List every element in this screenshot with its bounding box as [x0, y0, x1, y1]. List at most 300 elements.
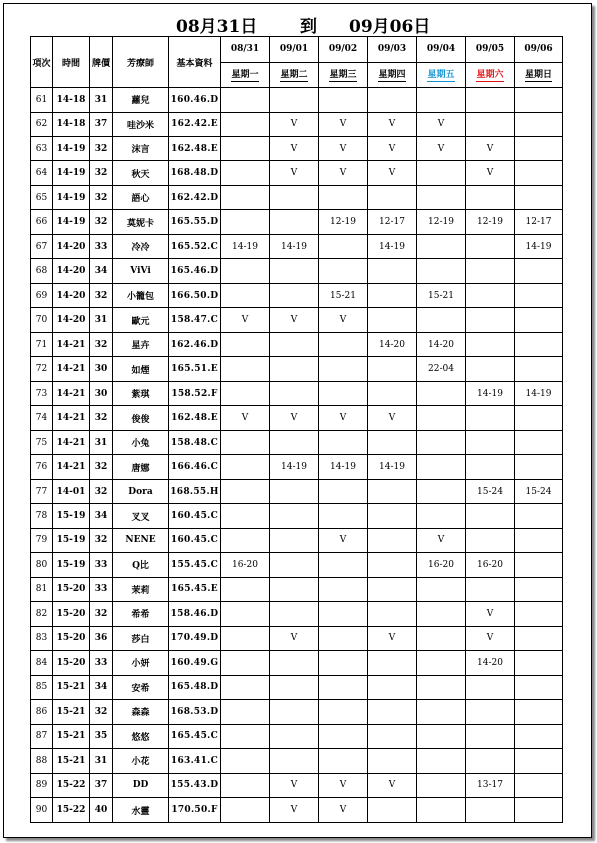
- row-basic-info: 168.53.D: [169, 700, 221, 724]
- row-basic-info: 162.48.E: [169, 137, 221, 161]
- row-price: 30: [90, 357, 113, 381]
- row-therapist-name: 小籠包: [113, 283, 169, 307]
- schedule-cell: [270, 283, 319, 307]
- schedule-cell: [270, 430, 319, 454]
- row-therapist-name: 茉莉: [113, 577, 169, 601]
- row-therapist-name: 唐娜: [113, 455, 169, 479]
- row-therapist-name: 叉叉: [113, 504, 169, 528]
- header-basic-info: 基本資料: [169, 37, 221, 88]
- schedule-cell: [466, 749, 515, 773]
- schedule-cell: V: [368, 161, 417, 185]
- schedule-cell: [270, 479, 319, 503]
- schedule-cell: V: [270, 626, 319, 650]
- schedule-cell: [417, 161, 466, 185]
- schedule-cell: 14-19: [515, 381, 563, 405]
- table-row: [31, 259, 563, 283]
- schedule-cell: [221, 381, 270, 405]
- row-number: 69: [31, 283, 53, 307]
- row-basic-info: 165.52.C: [169, 234, 221, 258]
- row-number: 64: [31, 161, 53, 185]
- schedule-cell: [417, 479, 466, 503]
- schedule-cell: [417, 626, 466, 650]
- row-price: 32: [90, 528, 113, 552]
- row-time: 15-21: [53, 675, 90, 699]
- schedule-cell: [466, 332, 515, 356]
- table-row: [31, 651, 563, 675]
- row-therapist-name: 莫妮卡: [113, 210, 169, 234]
- row-basic-info: 160.45.C: [169, 528, 221, 552]
- schedule-cell: [417, 724, 466, 748]
- row-time: 15-19: [53, 528, 90, 552]
- row-therapist-name: 哇沙米: [113, 112, 169, 136]
- schedule-cell: [417, 675, 466, 699]
- schedule-cell: 12-19: [319, 210, 368, 234]
- table-row: [31, 357, 563, 381]
- schedule-cell: [368, 700, 417, 724]
- schedule-cell: V: [466, 602, 515, 626]
- schedule-cell: [319, 651, 368, 675]
- schedule-cell: V: [319, 773, 368, 797]
- schedule-cell: 12-19: [417, 210, 466, 234]
- schedule-cell: V: [319, 112, 368, 136]
- row-therapist-name: 星卉: [113, 332, 169, 356]
- table-row: [31, 137, 563, 161]
- row-time: 15-21: [53, 700, 90, 724]
- row-basic-info: 155.45.C: [169, 553, 221, 577]
- row-therapist-name: 小妍: [113, 651, 169, 675]
- row-number: 79: [31, 528, 53, 552]
- schedule-cell: [319, 553, 368, 577]
- schedule-cell: [515, 88, 563, 112]
- schedule-cell: [466, 724, 515, 748]
- schedule-cell: [515, 749, 563, 773]
- row-time: 14-01: [53, 479, 90, 503]
- table-row: [31, 332, 563, 356]
- table-row: [31, 210, 563, 234]
- row-price: 35: [90, 724, 113, 748]
- schedule-cell: V: [466, 161, 515, 185]
- row-price: 33: [90, 577, 113, 601]
- row-therapist-name: 水靈: [113, 798, 169, 823]
- schedule-cell: 14-19: [368, 455, 417, 479]
- row-time: 14-20: [53, 259, 90, 283]
- row-number: 70: [31, 308, 53, 332]
- title-start-date: 08月31日: [176, 17, 258, 37]
- row-number: 88: [31, 749, 53, 773]
- row-therapist-name: DD: [113, 773, 169, 797]
- row-basic-info: 170.50.F: [169, 798, 221, 823]
- schedule-cell: [221, 602, 270, 626]
- row-basic-info: 158.46.D: [169, 602, 221, 626]
- header-num: 項次: [31, 37, 53, 88]
- schedule-cell: [466, 88, 515, 112]
- row-time: 15-21: [53, 749, 90, 773]
- schedule-cell: [368, 749, 417, 773]
- table-row: [31, 724, 563, 748]
- row-basic-info: 160.49.G: [169, 651, 221, 675]
- schedule-cell: [515, 112, 563, 136]
- row-time: 14-21: [53, 332, 90, 356]
- row-basic-info: 165.46.D: [169, 259, 221, 283]
- row-basic-info: 158.48.C: [169, 430, 221, 454]
- schedule-cell: [221, 504, 270, 528]
- schedule-cell: [319, 626, 368, 650]
- schedule-cell: [368, 185, 417, 209]
- schedule-cell: [466, 112, 515, 136]
- schedule-cell: [417, 773, 466, 797]
- schedule-cell: 14-19: [368, 234, 417, 258]
- schedule-cell: V: [270, 773, 319, 797]
- row-number: 76: [31, 455, 53, 479]
- schedule-cell: V: [368, 112, 417, 136]
- row-basic-info: 165.55.D: [169, 210, 221, 234]
- row-time: 15-20: [53, 577, 90, 601]
- header-weekday-6: 星期日: [515, 62, 563, 88]
- schedule-cell: [221, 332, 270, 356]
- row-therapist-name: Q比: [113, 553, 169, 577]
- schedule-cell: [417, 798, 466, 823]
- schedule-cell: [270, 724, 319, 748]
- schedule-cell: [270, 651, 319, 675]
- row-time: 15-20: [53, 602, 90, 626]
- schedule-cell: V: [221, 308, 270, 332]
- schedule-cell: [515, 430, 563, 454]
- row-therapist-name: NENE: [113, 528, 169, 552]
- schedule-cell: [466, 406, 515, 430]
- schedule-cell: [319, 381, 368, 405]
- schedule-cell: [319, 234, 368, 258]
- row-time: 15-21: [53, 724, 90, 748]
- table-row: [31, 455, 563, 479]
- row-therapist-name: 蘿兒: [113, 88, 169, 112]
- row-price: 32: [90, 332, 113, 356]
- schedule-cell: [368, 357, 417, 381]
- schedule-cell: [515, 577, 563, 601]
- schedule-cell: [417, 308, 466, 332]
- schedule-cell: [466, 308, 515, 332]
- row-price: 33: [90, 234, 113, 258]
- table-row: [31, 381, 563, 405]
- row-number: 67: [31, 234, 53, 258]
- schedule-cell: [221, 479, 270, 503]
- row-number: 85: [31, 675, 53, 699]
- header-price: 牌價: [90, 37, 113, 88]
- schedule-cell: [515, 700, 563, 724]
- schedule-cell: [466, 798, 515, 823]
- row-price: 32: [90, 406, 113, 430]
- row-time: 14-21: [53, 455, 90, 479]
- row-time: 14-18: [53, 88, 90, 112]
- title-end-date: 09月06日: [349, 17, 431, 37]
- schedule-cell: [368, 577, 417, 601]
- schedule-cell: [417, 430, 466, 454]
- row-time: 14-20: [53, 283, 90, 307]
- row-therapist-name: 希希: [113, 602, 169, 626]
- schedule-cell: [417, 381, 466, 405]
- row-basic-info: 165.48.D: [169, 675, 221, 699]
- row-price: 31: [90, 308, 113, 332]
- schedule-cell: [270, 259, 319, 283]
- schedule-cell: 14-19: [466, 381, 515, 405]
- table-row: [31, 675, 563, 699]
- row-price: 34: [90, 504, 113, 528]
- row-number: 84: [31, 651, 53, 675]
- row-basic-info: 165.51.E: [169, 357, 221, 381]
- schedule-cell: [466, 504, 515, 528]
- row-price: 32: [90, 137, 113, 161]
- row-number: 74: [31, 406, 53, 430]
- row-time: 15-22: [53, 798, 90, 823]
- schedule-cell: [515, 283, 563, 307]
- schedule-cell: [221, 137, 270, 161]
- row-price: 31: [90, 749, 113, 773]
- schedule-cell: V: [368, 137, 417, 161]
- row-price: 33: [90, 651, 113, 675]
- schedule-cell: [368, 528, 417, 552]
- header-weekday-4: 星期五: [417, 62, 466, 88]
- row-number: 80: [31, 553, 53, 577]
- schedule-cell: [319, 185, 368, 209]
- schedule-cell: [270, 332, 319, 356]
- row-therapist-name: ViVi: [113, 259, 169, 283]
- schedule-cell: V: [270, 137, 319, 161]
- row-number: 73: [31, 381, 53, 405]
- row-price: 31: [90, 430, 113, 454]
- schedule-cell: 14-20: [466, 651, 515, 675]
- row-number: 82: [31, 602, 53, 626]
- schedule-cell: 12-17: [368, 210, 417, 234]
- schedule-cell: [417, 234, 466, 258]
- header-date-5: 09/05: [466, 37, 515, 63]
- header-date-0: 08/31: [221, 37, 270, 63]
- row-basic-info: 168.55.H: [169, 479, 221, 503]
- schedule-cell: [319, 700, 368, 724]
- schedule-cell: [368, 602, 417, 626]
- schedule-cell: [515, 137, 563, 161]
- row-basic-info: 170.49.D: [169, 626, 221, 650]
- schedule-cell: [270, 381, 319, 405]
- header-date-6: 09/06: [515, 37, 563, 63]
- table-row: [31, 112, 563, 136]
- row-time: 14-21: [53, 430, 90, 454]
- row-basic-info: 158.52.F: [169, 381, 221, 405]
- title-to: 到: [300, 17, 317, 37]
- schedule-cell: [466, 577, 515, 601]
- schedule-cell: [368, 504, 417, 528]
- schedule-cell: [515, 651, 563, 675]
- row-price: 37: [90, 773, 113, 797]
- table-row: [31, 553, 563, 577]
- schedule-cell: V: [368, 626, 417, 650]
- schedule-cell: [466, 675, 515, 699]
- schedule-cell: [221, 357, 270, 381]
- schedule-cell: [368, 88, 417, 112]
- row-therapist-name: 俊俊: [113, 406, 169, 430]
- schedule-cell: 15-24: [515, 479, 563, 503]
- row-therapist-name: 秋天: [113, 161, 169, 185]
- schedule-cell: V: [270, 161, 319, 185]
- schedule-cell: 15-24: [466, 479, 515, 503]
- schedule-cell: [319, 504, 368, 528]
- row-price: 30: [90, 381, 113, 405]
- schedule-cell: [466, 185, 515, 209]
- row-basic-info: 160.46.D: [169, 88, 221, 112]
- row-number: 77: [31, 479, 53, 503]
- schedule-cell: [319, 675, 368, 699]
- row-basic-info: 168.48.D: [169, 161, 221, 185]
- schedule-cell: [270, 749, 319, 773]
- schedule-cell: [466, 700, 515, 724]
- header-date-2: 09/02: [319, 37, 368, 63]
- row-therapist-name: 如煙: [113, 357, 169, 381]
- schedule-cell: [221, 283, 270, 307]
- row-time: 14-18: [53, 112, 90, 136]
- row-price: 37: [90, 112, 113, 136]
- row-number: 71: [31, 332, 53, 356]
- row-number: 87: [31, 724, 53, 748]
- schedule-cell: [221, 577, 270, 601]
- schedule-cell: [417, 185, 466, 209]
- row-number: 78: [31, 504, 53, 528]
- table-row: [31, 234, 563, 258]
- schedule-cell: [515, 332, 563, 356]
- schedule-cell: V: [319, 308, 368, 332]
- schedule-cell: [368, 798, 417, 823]
- schedule-cell: V: [319, 161, 368, 185]
- row-number: 90: [31, 798, 53, 823]
- schedule-cell: 14-19: [221, 234, 270, 258]
- schedule-cell: [515, 161, 563, 185]
- schedule-cell: [515, 724, 563, 748]
- schedule-cell: 14-20: [368, 332, 417, 356]
- row-basic-info: 158.47.C: [169, 308, 221, 332]
- row-time: 14-21: [53, 357, 90, 381]
- schedule-cell: [221, 185, 270, 209]
- schedule-cell: [515, 406, 563, 430]
- schedule-cell: V: [270, 308, 319, 332]
- schedule-cell: [270, 577, 319, 601]
- schedule-cell: [221, 798, 270, 823]
- table-row: [31, 602, 563, 626]
- row-basic-info: 155.43.D: [169, 773, 221, 797]
- header-weekday-0: 星期一: [221, 62, 270, 88]
- row-time: 14-19: [53, 161, 90, 185]
- schedule-cell: [221, 700, 270, 724]
- schedule-cell: [270, 357, 319, 381]
- schedule-cell: 14-19: [270, 234, 319, 258]
- schedule-cell: [319, 602, 368, 626]
- schedule-cell: [417, 602, 466, 626]
- row-therapist-name: 沫言: [113, 137, 169, 161]
- schedule-cell: [319, 749, 368, 773]
- schedule-cell: [515, 308, 563, 332]
- row-basic-info: 162.42.E: [169, 112, 221, 136]
- schedule-cell: [221, 455, 270, 479]
- schedule-cell: [368, 651, 417, 675]
- row-time: 14-20: [53, 308, 90, 332]
- row-number: 81: [31, 577, 53, 601]
- row-price: 32: [90, 602, 113, 626]
- schedule-cell: [417, 749, 466, 773]
- row-price: 32: [90, 210, 113, 234]
- row-time: 15-22: [53, 773, 90, 797]
- schedule-cell: V: [319, 406, 368, 430]
- row-time: 14-21: [53, 406, 90, 430]
- schedule-cell: [515, 773, 563, 797]
- schedule-cell: [319, 357, 368, 381]
- row-price: 34: [90, 259, 113, 283]
- schedule-cell: 16-20: [417, 553, 466, 577]
- schedule-cell: [270, 185, 319, 209]
- schedule-title: [0, 12, 597, 36]
- schedule-cell: 14-20: [417, 332, 466, 356]
- row-basic-info: 160.45.C: [169, 504, 221, 528]
- header-weekday-5: 星期六: [466, 62, 515, 88]
- schedule-cell: [515, 185, 563, 209]
- row-therapist-name: 莎白: [113, 626, 169, 650]
- header-therapist: 芳療師: [113, 37, 169, 88]
- row-therapist-name: Dora: [113, 479, 169, 503]
- row-basic-info: 166.46.C: [169, 455, 221, 479]
- schedule-cell: [319, 259, 368, 283]
- row-time: 14-20: [53, 234, 90, 258]
- table-row: [31, 88, 563, 112]
- schedule-cell: [417, 259, 466, 283]
- schedule-cell: [270, 700, 319, 724]
- row-time: 15-19: [53, 553, 90, 577]
- header-weekday-1: 星期二: [270, 62, 319, 88]
- schedule-cell: V: [417, 137, 466, 161]
- schedule-cell: [515, 528, 563, 552]
- schedule-cell: V: [368, 406, 417, 430]
- schedule-cell: [515, 675, 563, 699]
- schedule-cell: V: [221, 406, 270, 430]
- schedule-cell: [221, 749, 270, 773]
- row-basic-info: 162.48.E: [169, 406, 221, 430]
- schedule-cell: [221, 651, 270, 675]
- table-row: [31, 749, 563, 773]
- row-number: 66: [31, 210, 53, 234]
- row-time: 15-20: [53, 651, 90, 675]
- schedule-cell: [515, 798, 563, 823]
- row-number: 65: [31, 185, 53, 209]
- row-price: 32: [90, 283, 113, 307]
- schedule-cell: 15-21: [417, 283, 466, 307]
- schedule-cell: V: [466, 626, 515, 650]
- row-number: 61: [31, 88, 53, 112]
- schedule-cell: [270, 88, 319, 112]
- schedule-cell: V: [417, 528, 466, 552]
- row-number: 75: [31, 430, 53, 454]
- schedule-cell: 12-19: [466, 210, 515, 234]
- schedule-cell: [466, 357, 515, 381]
- row-price: 36: [90, 626, 113, 650]
- row-time: 15-19: [53, 504, 90, 528]
- table-row: [31, 773, 563, 797]
- row-basic-info: 165.45.E: [169, 577, 221, 601]
- row-basic-info: 163.41.C: [169, 749, 221, 773]
- table-row: [31, 185, 563, 209]
- schedule-cell: [368, 381, 417, 405]
- row-time: 15-20: [53, 626, 90, 650]
- schedule-cell: [515, 553, 563, 577]
- row-time: 14-19: [53, 185, 90, 209]
- schedule-cell: [221, 210, 270, 234]
- schedule-cell: 13-17: [466, 773, 515, 797]
- schedule-cell: 12-17: [515, 210, 563, 234]
- header-date-4: 09/04: [417, 37, 466, 63]
- schedule-cell: [221, 161, 270, 185]
